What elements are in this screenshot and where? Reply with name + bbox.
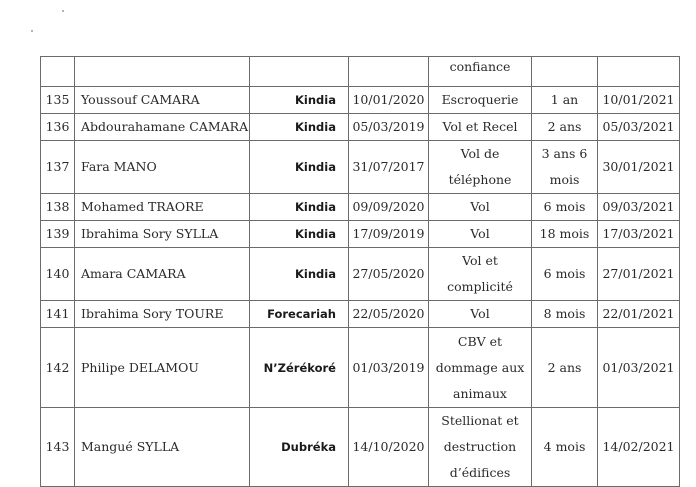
table-row — [41, 57, 680, 87]
row-number-cell: 140 — [41, 248, 75, 301]
infraction-cell-line: destruction — [443, 439, 517, 454]
infraction-cell — [429, 57, 532, 87]
name-cell: Amara CAMARA — [75, 248, 250, 301]
infraction-cell-line: Vol — [470, 199, 490, 214]
name-cell: Mohamed TRAORE — [75, 194, 250, 221]
date-entry-cell: 27/05/2020 — [349, 248, 429, 301]
infraction-cell-line: Vol — [470, 226, 490, 241]
date-entry-cell: 10/01/2020 — [349, 87, 429, 114]
infraction-cell-line: téléphone — [448, 172, 512, 187]
infraction-cell — [429, 141, 532, 194]
date-release-cell: 27/01/2021 — [598, 248, 680, 301]
infraction-cell — [429, 301, 532, 328]
scan-speck — [31, 30, 33, 32]
prefecture-cell: Forecariah — [250, 301, 349, 328]
sentence-cell — [532, 221, 598, 248]
date-release-cell: 22/01/2021 — [598, 301, 680, 328]
infraction-cell — [429, 248, 532, 301]
infraction-cell — [429, 87, 532, 114]
name-cell: Ibrahima Sory TOURE — [75, 301, 250, 328]
table-row — [41, 408, 680, 487]
date-entry-cell: 14/10/2020 — [349, 408, 429, 487]
sentence-cell-line: mois — [549, 172, 580, 187]
date-release-cell: 10/01/2021 — [598, 87, 680, 114]
table-row — [41, 221, 680, 248]
row-number-cell: 138 — [41, 194, 75, 221]
prefecture-cell: Kindia — [250, 87, 349, 114]
sentence-cell-line: 2 ans — [547, 119, 582, 134]
infraction-cell-line: Escroquerie — [441, 92, 519, 107]
name-cell: Fara MANO — [75, 141, 250, 194]
infraction-cell-line: Stellionat et — [441, 413, 519, 428]
date-release-cell: 17/03/2021 — [598, 221, 680, 248]
date-entry-cell: 05/03/2019 — [349, 114, 429, 141]
sentence-cell — [532, 57, 598, 87]
name-cell — [75, 57, 250, 87]
infraction-cell — [429, 408, 532, 487]
date-entry-cell: 22/05/2020 — [349, 301, 429, 328]
sentence-cell-line: 4 mois — [543, 439, 586, 454]
sentence-cell-line: 18 mois — [539, 226, 590, 241]
sentence-cell-line: 8 mois — [543, 306, 586, 321]
infraction-cell-line: confiance — [449, 59, 511, 74]
date-entry-cell: 09/09/2020 — [349, 194, 429, 221]
table-row — [41, 328, 680, 408]
date-release-cell: 05/03/2021 — [598, 114, 680, 141]
table-row — [41, 141, 680, 194]
row-number-cell: 142 — [41, 328, 75, 408]
sentence-cell — [532, 87, 598, 114]
sentence-cell-line: 3 ans 6 — [541, 146, 588, 161]
detainee-table — [40, 56, 680, 487]
sentence-cell — [532, 328, 598, 408]
date-entry-cell: 17/09/2019 — [349, 221, 429, 248]
date-entry-cell: 01/03/2019 — [349, 328, 429, 408]
name-cell: Abdourahamane CAMARA — [75, 114, 250, 141]
prefecture-cell: Kindia — [250, 114, 349, 141]
infraction-cell-line: animaux — [453, 385, 507, 401]
date-entry-cell — [349, 57, 429, 87]
infraction-cell-line: Vol de — [460, 146, 500, 161]
infraction-cell — [429, 328, 532, 408]
date-release-cell: 14/02/2021 — [598, 408, 680, 487]
prefecture-cell: Kindia — [250, 141, 349, 194]
infraction-cell-line: CBV et — [457, 333, 503, 349]
prefecture-cell: Dubréka — [250, 408, 349, 487]
infraction-cell-line: Vol — [470, 306, 490, 321]
infraction-cell-line: dommage aux — [435, 359, 525, 375]
row-number-cell: 135 — [41, 87, 75, 114]
sentence-cell — [532, 141, 598, 194]
row-number-cell: 136 — [41, 114, 75, 141]
sentence-cell — [532, 408, 598, 487]
infraction-cell — [429, 221, 532, 248]
sentence-cell — [532, 114, 598, 141]
table-row — [41, 194, 680, 221]
infraction-cell — [429, 194, 532, 221]
infraction-cell — [429, 114, 532, 141]
name-cell: Mangué SYLLA — [75, 408, 250, 487]
table-row — [41, 248, 680, 301]
date-release-cell — [598, 57, 680, 87]
prefecture-cell: N’Zérékoré — [250, 328, 349, 408]
scan-speck — [62, 10, 64, 12]
sentence-cell-line: 6 mois — [543, 199, 586, 214]
infraction-cell-line: Vol et — [462, 253, 498, 268]
name-cell: Ibrahima Sory SYLLA — [75, 221, 250, 248]
row-number-cell — [41, 57, 75, 87]
prefecture-cell: Kindia — [250, 194, 349, 221]
table-row — [41, 301, 680, 328]
row-number-cell: 139 — [41, 221, 75, 248]
table-row — [41, 114, 680, 141]
row-number-cell: 141 — [41, 301, 75, 328]
name-cell: Youssouf CAMARA — [75, 87, 250, 114]
row-number-cell: 143 — [41, 408, 75, 487]
prefecture-cell — [250, 57, 349, 87]
date-release-cell: 09/03/2021 — [598, 194, 680, 221]
sentence-cell-line: 1 an — [550, 92, 579, 107]
date-entry-cell: 31/07/2017 — [349, 141, 429, 194]
prefecture-cell: Kindia — [250, 221, 349, 248]
date-release-cell: 30/01/2021 — [598, 141, 680, 194]
sentence-cell-line: 6 mois — [543, 266, 586, 281]
name-cell: Philipe DELAMOU — [75, 328, 250, 408]
sentence-cell — [532, 248, 598, 301]
infraction-cell-line: complicité — [447, 279, 513, 294]
date-release-cell: 01/03/2021 — [598, 328, 680, 408]
table-row — [41, 87, 680, 114]
sentence-cell-line: 2 ans — [547, 359, 582, 375]
prefecture-cell: Kindia — [250, 248, 349, 301]
infraction-cell-line: d’édifices — [449, 465, 511, 480]
sentence-cell — [532, 301, 598, 328]
row-number-cell: 137 — [41, 141, 75, 194]
sentence-cell — [532, 194, 598, 221]
infraction-cell-line: Vol et Recel — [442, 119, 518, 134]
